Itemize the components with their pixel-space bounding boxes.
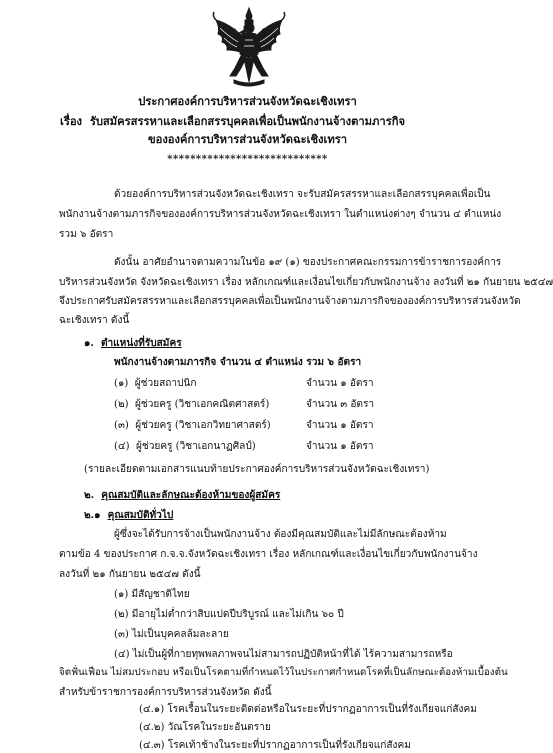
- position-count: จำนวน ๓ อัตรา: [306, 399, 375, 410]
- intro-p2-line3: จึงประกาศรับสมัครสรรหาและเลือกสรรบุคคลเพื่อเป็นพนักงานจ้างตามภารกิจขององค์การบริหารส่วนจังหวัด: [59, 296, 521, 307]
- section2-1-title: คุณสมบัติทั่วไป: [107, 510, 174, 521]
- list-item: (๑) มีสัญชาติไทย: [114, 589, 190, 600]
- item4-line2: จิตฟั่นเฟือน ไม่สมประกอบ หรือเป็นโรคตามที่กำหนดไว้ในประกาศกำหนดโรคที่เป็นลักษณะต้องห้ามเบื้องต้น: [59, 667, 508, 678]
- subject-text: รับสมัครสรรหาและเลือกสรรบุคคลเพื่อเป็นพนักงานจ้างตามภารกิจ: [89, 114, 406, 128]
- positions-note: (รายละเอียดตามเอกสารแนบท้ายประกาศองค์การบริหารส่วนจังหวัดฉะเชิงเทรา): [84, 464, 430, 475]
- intro-p1-line3: รวม ๖ อัตรา: [59, 229, 114, 240]
- list-item: (๔) ผู้ช่วยครู (วิชาเอกนาฏศิลป์): [114, 441, 256, 452]
- qualification-line2: ตามข้อ 4 ของประกาศ ก.จ.จ.จังหวัดฉะเชิงเทรา เรื่อง หลักเกณฑ์และเงื่อนไขเกี่ยวกับพนักงานจ้าง: [59, 549, 478, 560]
- list-item: (๓) ผู้ช่วยครู (วิชาเอกวิทยาศาสตร์): [114, 420, 271, 431]
- item4-line3: สำหรับข้าราชการองค์การบริหารส่วนจังหวัด ดังนี้: [59, 687, 272, 698]
- section2-1-heading: [84, 507, 173, 523]
- qualification-line1: ผู้ซึ่งจะได้รับการจ้างเป็นพนักงานจ้าง ต้องมีคุณสมบัติและไม่มีลักษณะต้องห้าม: [114, 529, 447, 540]
- subject-label: เรื่อง: [60, 114, 83, 128]
- list-item: (๔.๑) โรคเรื้อนในระยะติดต่อหรือในระยะที่ปรากฏอาการเป็นที่รังเกียจแก่สังคม: [139, 704, 477, 715]
- position-count: จำนวน ๑ อัตรา: [306, 420, 374, 431]
- garuda-emblem-icon: [208, 6, 290, 90]
- intro-p1-line2: พนักงานจ้างตามภารกิจขององค์การบริหารส่วนจังหวัดฉะเชิงเทรา ในตำแหน่งต่างๆ จำนวน ๔ ตำแหน่ง: [59, 209, 502, 220]
- position-count: จำนวน ๑ อัตรา: [306, 441, 374, 452]
- list-item: (๑) ผู้ช่วยสถาปนิก: [114, 378, 197, 389]
- section2-number: ๒.: [84, 490, 95, 501]
- section2-title: คุณสมบัติและลักษณะต้องห้ามของผู้สมัคร: [101, 490, 281, 501]
- section2-heading: [84, 487, 280, 503]
- intro-p2-line2: บริหารส่วนจังหวัด จังหวัดฉะเชิงเทรา เรื่อง หลักเกณฑ์และเงื่อนไขเกี่ยวกับพนักงานจ้าง ลงวันที่ ๒๑ กันยายน ๒๕๔๗: [59, 277, 553, 288]
- intro-p2-line1: ดังนั้น อาศัยอำนาจตามความในข้อ ๑๙ (๑) ของประกาศคณะกรรมการข้าราชการองค์การ: [114, 257, 502, 268]
- list-item: (๓) ไม่เป็นบุคคลล้มละลาย: [114, 629, 229, 640]
- intro-p1-line1: ด้วยองค์การบริหารส่วนจังหวัดฉะเชิงเทรา จะรับสมัครสรรหาและเลือกสรรบุคคลเพื่อเป็น: [114, 189, 491, 200]
- list-item: (๔.๓) โรคเท้าช้างในระยะที่ปรากฏอาการเป็นที่รังเกียจแก่สังคม: [139, 740, 411, 751]
- section2-1-number: ๒.๑: [84, 510, 101, 521]
- announcement-subtitle: ขององค์การบริหารส่วนจังหวัดฉะเชิงเทรา: [147, 132, 348, 146]
- list-item: (๒) มีอายุไม่ต่ำกว่าสิบแปดปีบริบูรณ์ และไม่เกิน ๖๐ ปี: [114, 609, 344, 620]
- section1-summary: พนักงานจ้างตามภารกิจ จำนวน ๔ ตำแหน่ง รวม ๖ อัตรา: [114, 357, 362, 368]
- subject-line: [60, 112, 405, 130]
- announcement-title: ประกาศองค์การบริหารส่วนจังหวัดฉะเชิงเทรา: [138, 94, 357, 108]
- list-item: (๔.๒) วัณโรคในระยะอันตราย: [139, 722, 271, 733]
- item4-line1: (๔) ไม่เป็นผู้ที่กายทุพพลภาพจนไม่สามารถปฏิบัติหน้าที่ได้ ไร้ความสามารถหรือ: [114, 649, 453, 660]
- separator-stars: ****************************: [167, 154, 328, 165]
- position-count: จำนวน ๑ อัตรา: [306, 378, 374, 389]
- section1-title: ตำแหน่งที่รับสมัคร: [100, 338, 182, 349]
- section1-heading: [84, 335, 182, 351]
- qualification-line3: ลงวันที่ ๒๑ กันยายน ๒๕๔๗ ดังนี้: [59, 569, 201, 580]
- section1-number: ๑.: [84, 338, 94, 349]
- intro-p2-line4: ฉะเชิงเทรา ดังนี้: [59, 315, 130, 326]
- list-item: (๒) ผู้ช่วยครู (วิชาเอกคณิตศาสตร์): [114, 399, 270, 410]
